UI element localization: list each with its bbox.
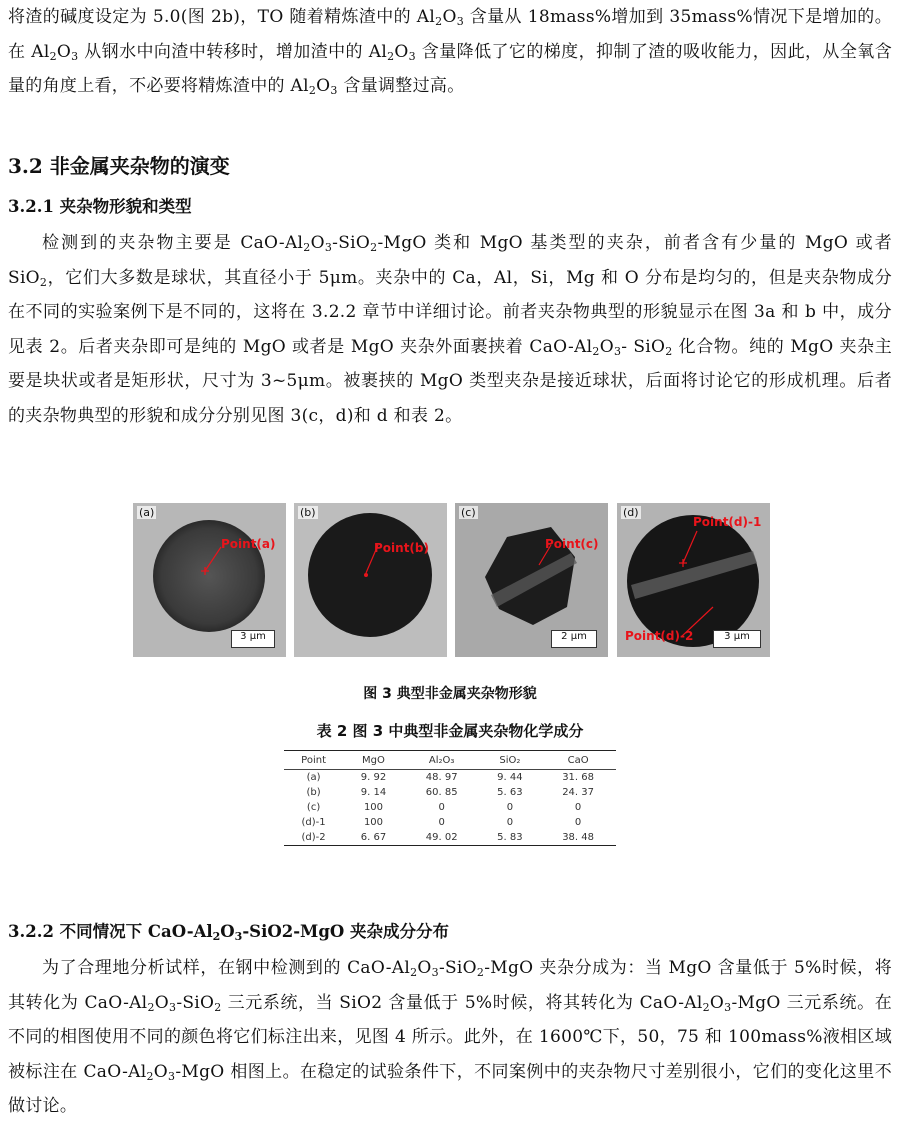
inclusion-b-image	[294, 503, 447, 657]
scale-bar-a: 3 μm	[231, 630, 275, 648]
table-cell: 100	[363, 817, 384, 828]
table-cell: 24. 37	[562, 787, 594, 798]
micrograph-panel-b	[294, 503, 447, 657]
panel-label-c: (c)	[461, 506, 476, 519]
table-header-cell: Point	[284, 751, 343, 770]
table-header-row	[284, 751, 616, 770]
panel-label-b: (b)	[300, 506, 316, 519]
table-cell: (a)	[306, 772, 321, 783]
table-cell: 60. 85	[425, 787, 458, 798]
table-cell: 6. 67	[343, 830, 404, 846]
table-cell: 5. 83	[480, 830, 541, 846]
table-cell: 0	[438, 802, 445, 813]
table-header-cell: MgO	[343, 751, 404, 770]
micrograph-panel-d	[617, 503, 770, 657]
table-cell: 9. 44	[497, 772, 523, 783]
panel-label-a: (a)	[139, 506, 155, 519]
section-heading: 3.2 非金属夹杂物的演变	[8, 154, 230, 178]
table-cell: 0	[574, 802, 582, 813]
composition-distribution-paragraph: 为了合理地分析试样，在钢中检测到的 CaO-$Al_2O_3-SiO_2$-MgO 夹杂分成为：当 MgO 含量低于 5%时候，将其转化为 CaO-$Al_2O_3-SiO_2$ 三元系统，当 SiO2 含量低于 5%时候，将其转化为 CaO-$Al_2O_3$-MgO 三元系统。在不同的相图使用不同的颜色将它们标注出来，见图 4 所示。此外，在 1600℃下，50，75 和 100mass%液相区域被标注在 CaO-$Al_2O_3$-MgO 相图上。在稳定的试验条件下，不同案例中的夹杂物尺寸差别很小，它们的变化这里不做讨论。	[8, 958, 892, 1116]
scale-bar-c: 2 μm	[551, 630, 597, 648]
micrograph-panel-c	[455, 503, 608, 657]
point-d2-label: Point(d)-2	[625, 629, 694, 643]
table-cell: 0	[506, 817, 514, 828]
point-d1-label: Point(d)-1	[693, 515, 762, 529]
figure-3-micrographs	[133, 503, 770, 657]
table-row	[284, 800, 616, 815]
subsection-heading-3-2-2: 3.2.2 不同情况下 CaO-$Al_2O_3-SiO2$-MgO 夹杂成分分布	[8, 922, 449, 943]
figure-3-caption: 图 3 典型非金属夹杂物形貌	[363, 686, 537, 702]
table-cell: 0	[438, 817, 445, 828]
table-cell: 100	[363, 802, 384, 813]
table-header-cell: Al₂O₃	[404, 751, 480, 770]
table-2-composition	[284, 750, 616, 846]
table-row	[284, 830, 616, 846]
table-cell: (d)-2	[284, 830, 343, 846]
table-cell: 48. 97	[425, 772, 458, 783]
panel-label-d: (d)	[623, 506, 639, 519]
table-cell: (d)-1	[301, 817, 326, 828]
micrograph-panel-a	[133, 503, 286, 657]
table-2-caption: 表 2 图 3 中典型非金属夹杂物化学成分	[316, 722, 584, 740]
table-cell: 38. 48	[540, 830, 616, 846]
scale-bar-d: 3 μm	[713, 630, 761, 648]
table-row	[284, 770, 616, 786]
table-cell: 9. 92	[360, 772, 387, 783]
subsection-heading-3-2-1: 3.2.1 夹杂物形貌和类型	[8, 197, 192, 216]
point-b-label: Point(b)	[374, 541, 429, 555]
table-cell: 0	[574, 817, 582, 828]
table-cell: 5. 63	[497, 787, 523, 798]
table-cell: 0	[506, 802, 514, 813]
table-cell: (c)	[306, 802, 321, 813]
table-cell: 9. 14	[360, 787, 387, 798]
point-c-label: Point(c)	[545, 537, 599, 551]
table-row	[284, 815, 616, 830]
table-cell: 49. 02	[404, 830, 480, 846]
intro-paragraph: 将渣的碱度设定为 5.0(图 2b)，TO 随着精炼渣中的 $Al_2O_3$ 含量从 18mass%增加到 35mass%情况下是增加的。在 $Al_2O_3$ 从钢水中向渣中转移时，增加渣中的 $Al_2O_3$ 含量降低了它的梯度，抑制了渣的吸收能力，因此，从全氧含量的角度上看，不必要将精炼渣中的 $Al_2O_3$ 含量调整过高。	[8, 7, 892, 97]
point-a-label: Point(a)	[221, 537, 276, 551]
table-header-cell: CaO	[540, 751, 616, 770]
inclusion-morphology-paragraph: 检测到的夹杂物主要是 CaO-$Al_2O_3-SiO_2$-MgO 类和 MgO 基类型的夹杂，前者含有少量的 MgO 或者 SiO$_2$，它们大多数是球状，其直径小于 5μm。夹杂中的 Ca，Al，Si，Mg 和 O 分布是均匀的，但是夹杂物成分在不同的实验案例下是不同的，这将在 3.2.2 章节中详细讨论。前者夹杂物典型的形貌显示在图 3a 和 b 中，成分见表 2。后者夹杂即可是纯的 MgO 或者是 MgO 夹杂外面裹挟着 CaO-$Al_2O_3-$ SiO$_2$ 化合物。纯的 MgO 夹杂主要是块状或者是矩形状，尺寸为 3~5μm。被裹挟的 MgO 类型夹杂是接近球状，后面将讨论它的形成机理。后者的夹杂物典型的形貌和成分分别见图 3(c，d)和 d 和表 2。	[8, 233, 893, 426]
table-header-cell: SiO₂	[480, 751, 541, 770]
table-cell: (b)	[306, 787, 321, 798]
table-row	[284, 785, 616, 800]
table-cell: 31. 68	[562, 772, 594, 783]
